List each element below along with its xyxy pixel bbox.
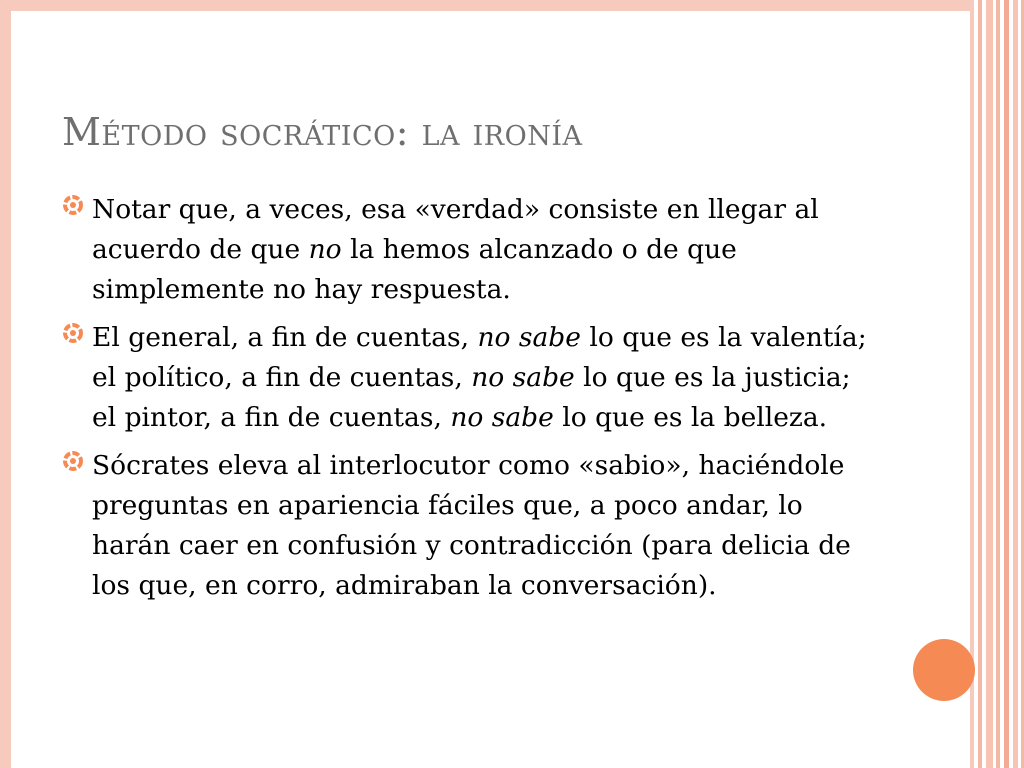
bullet-text-part: Sócrates eleva al interlocutor como «sabio», haciéndole preguntas en apariencia fáciles que, a poco andar, lo harán caer en confusión y contradicción (para delicia de los que, en corro, admiraban la conversación). (92, 450, 851, 601)
gear-bullet-icon (62, 450, 84, 472)
slide-title: Método socrático: la ironía (62, 110, 583, 154)
stripe (1013, 0, 1018, 768)
bullet-emphasis: no sabe (471, 362, 575, 393)
gear-bullet-icon (62, 322, 84, 344)
gear-bullet-icon (62, 194, 84, 216)
bullet-text-part: lo que es la justicia; el pintor, a fin de cuentas, (92, 362, 851, 433)
frame-left-border (0, 0, 11, 768)
bullet-text-part: Notar que, a veces, esa «verdad» consiste en llegar al acuerdo de que (92, 194, 819, 265)
bullet-emphasis: no sabe (477, 322, 581, 353)
stripe (978, 0, 982, 768)
bullet-text-part: El general, a fin de cuentas, (92, 322, 478, 353)
bullet-text-part: la hemos alcanzado o de que simplemente no hay respuesta. (92, 234, 737, 305)
bullet-text-part: lo que es la valentía; el político, a fin de cuentas, (92, 322, 867, 393)
frame-right-border (970, 0, 974, 768)
orange-circle-decoration (913, 639, 975, 701)
bullet-list (62, 190, 882, 614)
frame-top-border (0, 0, 974, 11)
bullet-emphasis: no sabe (450, 402, 554, 433)
bullet-item (62, 446, 882, 606)
bullet-text-part: lo que es la belleza. (553, 402, 828, 433)
stripe (986, 0, 993, 768)
bullet-item (62, 190, 882, 310)
bullet-item (62, 318, 882, 438)
stripe (996, 0, 1000, 768)
bullet-emphasis: no (308, 234, 342, 265)
stripe (1004, 0, 1009, 768)
right-stripes-decoration (978, 0, 1024, 768)
